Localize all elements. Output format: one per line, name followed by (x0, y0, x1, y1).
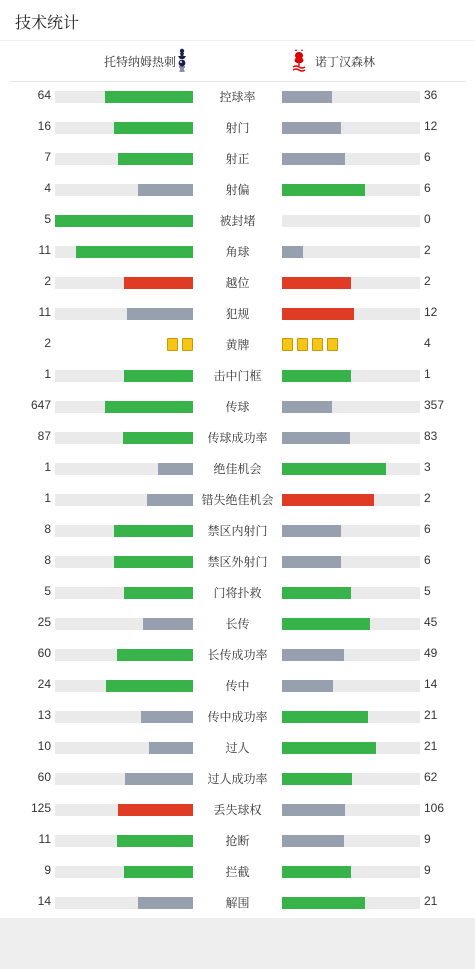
home-stat-value: 2 (44, 274, 51, 288)
home-bar-fill (106, 680, 193, 692)
yellow-card-icon (182, 338, 193, 351)
away-team-name[interactable]: 诺丁汉森林 (315, 55, 376, 69)
stat-row (0, 701, 475, 732)
away-bar-track (282, 525, 420, 537)
home-bar-fill (118, 804, 193, 816)
away-stat-value: 83 (424, 429, 438, 443)
away-bar-track (282, 308, 420, 320)
stat-row (0, 174, 475, 205)
stat-label: 拦截 (225, 865, 250, 879)
home-bar-fill (143, 618, 193, 630)
away-bar-track (282, 246, 420, 258)
yellow-card-icon (297, 338, 308, 351)
stat-row (0, 143, 475, 174)
away-stat-value: 4 (424, 336, 431, 350)
home-bar-fill (105, 401, 193, 413)
away-stat-value: 12 (424, 305, 438, 319)
stat-label: 抢断 (225, 834, 250, 848)
away-bar-fill (282, 711, 368, 723)
home-bar-track (55, 556, 193, 568)
away-bar-track (282, 277, 420, 289)
home-bar-track (55, 370, 193, 382)
away-bar-fill (282, 91, 332, 103)
stat-row (0, 112, 475, 143)
home-bar-track (55, 308, 193, 320)
away-stat-value: 6 (424, 522, 431, 536)
home-bar-track (55, 184, 193, 196)
home-bar-fill (127, 308, 193, 320)
home-bar-track (55, 773, 193, 785)
home-stat-value: 4 (44, 181, 51, 195)
home-bar-fill (114, 556, 193, 568)
home-team-name[interactable]: 托特纳姆热刺 (103, 55, 176, 69)
stat-row (0, 205, 475, 236)
stat-row (0, 732, 475, 763)
home-bar-track (55, 649, 193, 661)
away-bar-track (282, 370, 420, 382)
away-bar-fill (282, 556, 341, 568)
away-bar-track (282, 742, 420, 754)
home-stat-value: 87 (37, 429, 51, 443)
spurs-crest-icon (175, 48, 189, 74)
away-bar-track (282, 804, 420, 816)
stat-row (0, 422, 475, 453)
away-stat-value: 357 (424, 398, 445, 412)
away-bar-fill (282, 649, 344, 661)
home-stat-value: 25 (37, 615, 51, 629)
stat-row (0, 856, 475, 887)
home-stat-value: 2 (44, 336, 51, 350)
away-stat-value: 1 (424, 367, 431, 381)
home-bar-fill (114, 122, 193, 134)
home-stat-value: 125 (30, 801, 51, 815)
away-bar-track (282, 835, 420, 847)
home-bar-track (55, 804, 193, 816)
away-stat-value: 12 (424, 119, 438, 133)
stat-row (0, 577, 475, 608)
away-stat-value: 2 (424, 243, 431, 257)
stat-row (0, 608, 475, 639)
away-bar-fill (282, 370, 351, 382)
home-stat-value: 5 (44, 584, 51, 598)
stat-label: 角球 (225, 245, 250, 259)
stat-row (0, 236, 475, 267)
stat-label: 禁区外射门 (207, 555, 268, 569)
stat-row (0, 360, 475, 391)
away-bar-track (282, 897, 420, 909)
away-bar-fill (282, 866, 351, 878)
away-bar-fill (282, 897, 365, 909)
home-stat-value: 24 (37, 677, 51, 691)
away-stat-value: 49 (424, 646, 438, 660)
home-stat-value: 1 (44, 367, 51, 381)
home-bar-fill (125, 773, 193, 785)
away-bar-fill (282, 835, 344, 847)
stat-row (0, 794, 475, 825)
away-bar-fill (282, 804, 345, 816)
home-stat-value: 14 (37, 894, 51, 908)
home-stat-value: 1 (44, 491, 51, 505)
stat-row (0, 453, 475, 484)
home-bar-track (55, 494, 193, 506)
home-bar-fill (55, 215, 193, 227)
home-stat-value: 10 (37, 739, 51, 753)
stat-label: 丢失球权 (213, 803, 262, 817)
stat-label: 传球 (225, 400, 250, 414)
home-yellow-cards (167, 338, 193, 352)
home-bar-track (55, 463, 193, 475)
stat-label: 击中门框 (213, 369, 262, 383)
stat-row (0, 391, 475, 422)
home-bar-fill (124, 587, 193, 599)
stat-label: 禁区内射门 (207, 524, 268, 538)
home-bar-track (55, 122, 193, 134)
away-stat-value: 2 (424, 274, 431, 288)
away-bar-track (282, 401, 420, 413)
away-bar-track (282, 215, 420, 227)
stat-label: 错失绝佳机会 (201, 493, 274, 507)
away-bar-fill (282, 742, 376, 754)
home-bar-fill (124, 277, 193, 289)
away-bar-track (282, 618, 420, 630)
home-stat-value: 11 (38, 832, 51, 846)
away-stat-value: 106 (424, 801, 445, 815)
stat-label: 越位 (225, 276, 250, 290)
away-bar-fill (282, 122, 341, 134)
stat-row (0, 484, 475, 515)
away-bar-fill (282, 401, 332, 413)
away-bar-track (282, 587, 420, 599)
home-bar-fill (123, 432, 193, 444)
home-bar-track (55, 835, 193, 847)
home-stat-value: 16 (37, 119, 51, 133)
stat-label: 解围 (225, 896, 250, 910)
yellow-card-icon (167, 338, 178, 351)
stat-row (0, 546, 475, 577)
yellow-card-icon (282, 338, 293, 351)
away-bar-track (282, 680, 420, 692)
away-stat-value: 9 (424, 832, 431, 846)
stat-label: 黄牌 (225, 338, 250, 352)
yellow-card-icon (327, 338, 338, 351)
stat-label: 射正 (225, 152, 250, 166)
away-bar-fill (282, 432, 350, 444)
away-stat-value: 3 (424, 460, 431, 474)
away-stat-value: 21 (424, 739, 438, 753)
stat-label: 控球率 (219, 90, 256, 104)
away-bar-fill (282, 618, 370, 630)
stat-row (0, 515, 475, 546)
home-stat-value: 8 (44, 553, 51, 567)
away-stat-value: 45 (424, 615, 438, 629)
stat-row (0, 825, 475, 856)
away-bar-track (282, 866, 420, 878)
home-stat-value: 11 (38, 305, 51, 319)
away-bar-fill (282, 773, 352, 785)
away-bar-fill (282, 246, 303, 258)
away-bar-fill (282, 277, 351, 289)
stat-label: 长传成功率 (207, 648, 268, 662)
home-bar-track (55, 401, 193, 413)
home-bar-track (55, 277, 193, 289)
teams-header (10, 42, 466, 82)
home-stat-value: 8 (44, 522, 51, 536)
stat-label: 传中 (225, 679, 250, 693)
stat-row (0, 670, 475, 701)
home-stat-value: 64 (37, 88, 51, 102)
away-stat-value: 6 (424, 181, 431, 195)
away-bar-fill (282, 184, 365, 196)
home-stat-value: 5 (44, 212, 51, 226)
home-bar-fill (124, 370, 193, 382)
home-stat-value: 11 (38, 243, 51, 257)
stat-label: 过人成功率 (207, 772, 268, 786)
away-yellow-cards (282, 338, 338, 352)
home-bar-fill (117, 835, 193, 847)
away-stat-value: 9 (424, 863, 431, 877)
stat-row (0, 267, 475, 298)
stat-label: 长传 (225, 617, 250, 631)
yellow-card-icon (312, 338, 323, 351)
away-stat-value: 36 (424, 88, 438, 102)
stat-row (0, 763, 475, 794)
home-stat-value: 60 (37, 770, 51, 784)
home-stat-value: 60 (37, 646, 51, 660)
away-bar-track (282, 773, 420, 785)
home-bar-track (55, 711, 193, 723)
away-bar-track (282, 556, 420, 568)
forest-crest-icon (292, 49, 306, 73)
stat-row (0, 329, 475, 360)
away-bar-fill (282, 680, 333, 692)
away-bar-track (282, 122, 420, 134)
stat-row (0, 298, 475, 329)
home-stat-value: 647 (30, 398, 51, 412)
away-stat-value: 6 (424, 553, 431, 567)
away-stat-value: 14 (424, 677, 438, 691)
away-bar-fill (282, 308, 354, 320)
stat-label: 射偏 (225, 183, 250, 197)
home-bar-track (55, 525, 193, 537)
away-bar-fill (282, 153, 345, 165)
home-bar-fill (114, 525, 193, 537)
away-bar-track (282, 153, 420, 165)
away-stat-value: 6 (424, 150, 431, 164)
stat-label: 门将扑救 (213, 586, 262, 600)
away-bar-track (282, 494, 420, 506)
home-bar-fill (76, 246, 193, 258)
stat-row (0, 639, 475, 670)
away-bar-track (282, 711, 420, 723)
home-stat-value: 13 (37, 708, 51, 722)
away-bar-track (282, 432, 420, 444)
home-bar-track (55, 866, 193, 878)
home-stat-value: 1 (44, 460, 51, 474)
stat-label: 过人 (225, 741, 250, 755)
away-bar-fill (282, 525, 341, 537)
away-stat-value: 0 (424, 212, 431, 226)
stat-row (0, 81, 475, 112)
away-stat-value: 2 (424, 491, 431, 505)
away-bar-track (282, 91, 420, 103)
home-bar-track (55, 742, 193, 754)
home-bar-fill (141, 711, 193, 723)
stat-label: 绝佳机会 (213, 462, 262, 476)
away-bar-track (282, 184, 420, 196)
home-bar-fill (158, 463, 193, 475)
stat-label: 传中成功率 (207, 710, 268, 724)
away-stat-value: 21 (424, 894, 438, 908)
home-bar-fill (138, 184, 193, 196)
home-bar-track (55, 680, 193, 692)
home-bar-fill (118, 153, 193, 165)
away-bar-fill (282, 587, 351, 599)
home-bar-fill (149, 742, 193, 754)
home-bar-track (55, 618, 193, 630)
stat-label: 传球成功率 (207, 431, 268, 445)
away-stat-value: 62 (424, 770, 438, 784)
home-bar-track (55, 153, 193, 165)
home-bar-track (55, 215, 193, 227)
home-bar-track (55, 432, 193, 444)
home-stat-value: 9 (44, 863, 51, 877)
home-bar-track (55, 897, 193, 909)
home-bar-fill (147, 494, 193, 506)
home-bar-fill (105, 91, 193, 103)
away-bar-fill (282, 463, 386, 475)
away-bar-track (282, 463, 420, 475)
home-bar-track (55, 246, 193, 258)
home-bar-track (55, 587, 193, 599)
stat-row (0, 887, 475, 918)
stat-label: 被封堵 (219, 214, 256, 228)
stat-label: 犯规 (225, 307, 250, 321)
page-title: 技术统计 (15, 15, 80, 32)
away-stat-value: 21 (424, 708, 438, 722)
away-bar-fill (282, 494, 374, 506)
home-stat-value: 7 (44, 150, 51, 164)
home-bar-fill (124, 866, 193, 878)
home-bar-track (55, 91, 193, 103)
stat-label: 射门 (225, 121, 250, 135)
home-bar-fill (117, 649, 193, 661)
away-bar-track (282, 649, 420, 661)
away-stat-value: 5 (424, 584, 431, 598)
home-bar-fill (138, 897, 193, 909)
divider (0, 40, 475, 41)
